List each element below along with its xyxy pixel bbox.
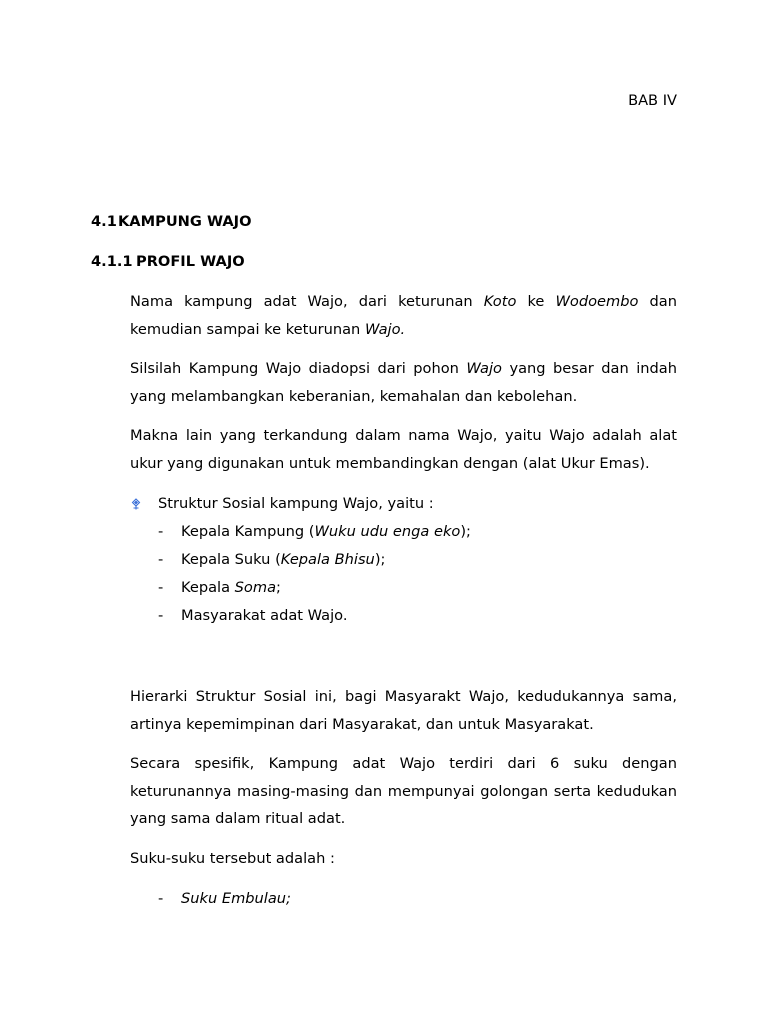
list-item-text: Masyarakat adat Wajo. (181, 607, 348, 624)
text-run: ); (460, 523, 471, 540)
text-run-italic: Soma (234, 579, 277, 596)
text-run-italic: Wajo (466, 360, 502, 377)
list-item-text (181, 574, 281, 602)
text-run: yang besar dan indah yang melambangkan keberanian, kemahalan dan kebolehan. (130, 360, 677, 405)
subsection-number: 4.1.1 (91, 253, 133, 270)
list-item-text: Suku Embulau; (181, 890, 291, 907)
diamond-bullet-icon (130, 498, 142, 510)
chapter-label: BAB IV (628, 92, 677, 109)
dash-marker: - (158, 890, 164, 907)
text-run: dan kemudian sampai ke keturunan (130, 293, 678, 338)
dash-marker: - (158, 607, 164, 624)
section-title: KAMPUNG WAJO (118, 213, 252, 230)
section-number: 4.1 (91, 213, 117, 230)
paragraph-specific: Secara spesifik, Kampung adat Wajo terdiri dari 6 suku dengan keturunannya masing-masing dan mempunyai golongan serta kedudukan yang sama dalam ritual adat. (130, 755, 677, 827)
text-run: Kepala (181, 579, 235, 596)
text-run: Nama kampung adat Wajo, dari keturunan (130, 293, 484, 310)
dash-marker: - (158, 523, 164, 540)
paragraph-name-origin (130, 288, 677, 343)
subsection-heading (91, 253, 245, 270)
paragraph-hierarchy: Hierarki Struktur Sosial ini, bagi Masyarakt Wajo, kedudukannya sama, artinya kepemimpinan dari Masyarakat, dan untuk Masyarakat. (130, 688, 677, 733)
text-run: Silsilah Kampung Wajo diadopsi dari pohon (130, 360, 467, 377)
paragraph-suku-intro: Suku-suku tersebut adalah : (130, 850, 335, 867)
paragraph-meaning: Makna lain yang terkandung dalam nama Wajo, yaitu Wajo adalah alat ukur yang digunakan untuk membandingkan dengan (alat Ukur Emas). (130, 427, 677, 472)
text-run: Kepala Kampung ( (181, 523, 315, 540)
text-run: ); (374, 551, 386, 568)
list-item-text (181, 546, 385, 574)
text-run: ke (516, 293, 556, 310)
text-run-italic: Wuku udu enga eko (314, 523, 461, 540)
paragraph-lineage (130, 355, 677, 410)
list-item-text (181, 518, 471, 546)
text-run-italic: Kepala Bhisu (280, 551, 375, 568)
text-run-italic: Wodoembo (555, 293, 639, 310)
subsection-title: PROFIL WAJO (136, 253, 245, 270)
text-run: ; (276, 579, 281, 596)
text-run-italic: Wajo. (364, 320, 406, 338)
text-run: Kepala Suku ( (181, 551, 281, 568)
dash-marker: - (158, 551, 164, 568)
dash-marker: - (158, 579, 164, 596)
structure-heading: Struktur Sosial kampung Wajo, yaitu : (158, 495, 434, 512)
text-run-italic: Koto (483, 293, 517, 310)
section-heading (91, 213, 252, 230)
